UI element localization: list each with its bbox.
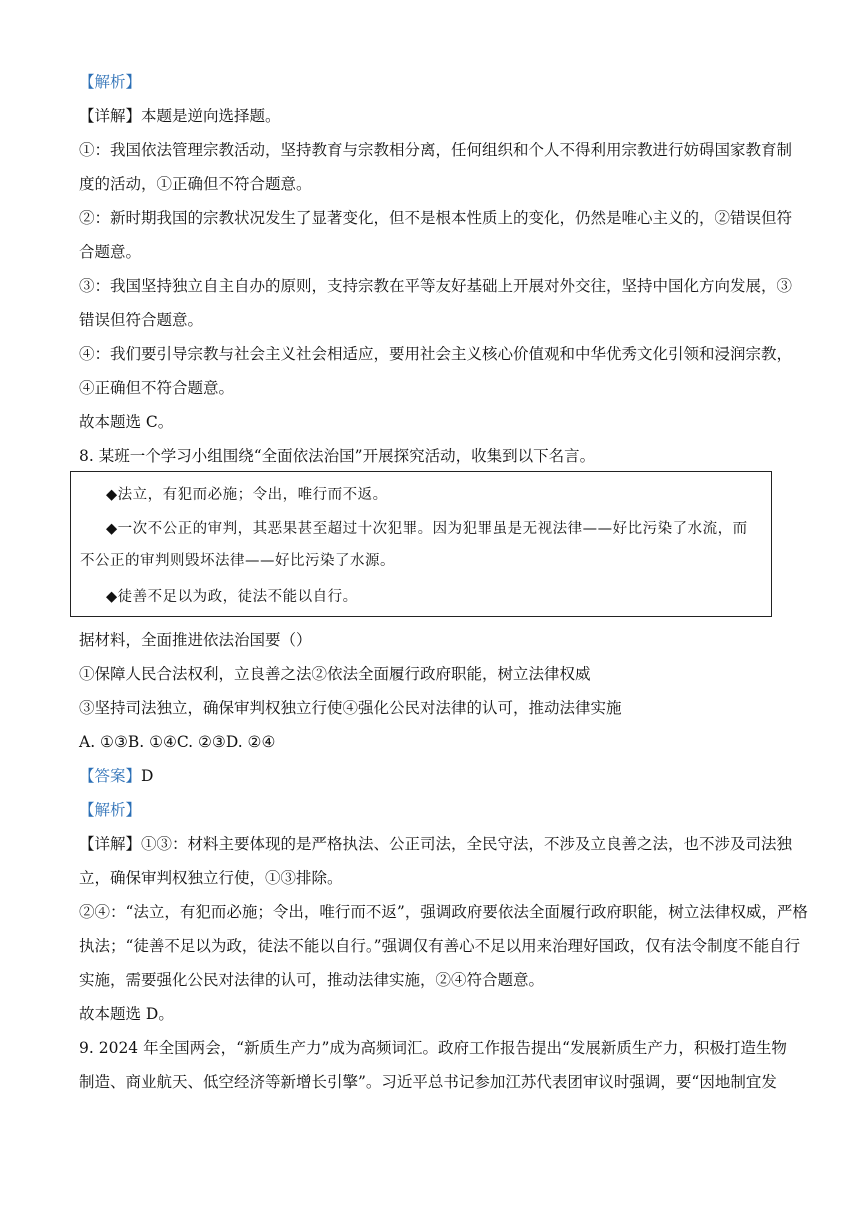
- question-9-line: 制造、商业航天、低空经济等新增长引擎”。习近平总书记参加江苏代表团审议时强调，要“因地制宜发: [79, 1073, 777, 1091]
- options-line: ③坚持司法独立，确保审判权独立行使④强化公民对法律的认可，推动法律实施: [79, 699, 622, 717]
- paragraph-line: ①：我国依法管理宗教活动，坚持教育与宗教相分离，任何组织和个人不得利用宗教进行妨碍国家教育制: [79, 141, 793, 159]
- paragraph-line: ④：我们要引导宗教与社会主义社会相适应，要用社会主义核心价值观和中华优秀文化引领和浸润宗教，: [79, 345, 793, 363]
- detail-line: 【详解】①③：材料主要体现的是严格执法、公正司法，全民守法，不涉及立良善之法，也不涉及司法独: [79, 835, 793, 853]
- answer-value: D: [141, 767, 154, 785]
- answer-line: [79, 766, 153, 786]
- analysis-label: 【解析】: [79, 801, 142, 819]
- analysis-label: 【解析】: [79, 73, 142, 91]
- options-line: ①保障人民合法权利，立良善之法②依法全面履行政府职能，树立法律权威: [79, 665, 591, 683]
- detail-line: ②④：“法立，有犯而必施；令出，唯行而不返”，强调政府要依法全面履行政府职能，树立法律权威，严格: [79, 903, 808, 921]
- question-9-line: 9. 2024 年全国两会，“新质生产力”成为高频词汇。政府工作报告提出“发展新质生产力，积极打造生物: [79, 1039, 787, 1057]
- detail-line: 立，确保审判权独立行使，①③排除。: [79, 869, 343, 887]
- paragraph-line: ②：新时期我国的宗教状况发生了显著变化，但不是根本性质上的变化，仍然是唯心主义的，②错误但符: [79, 209, 793, 227]
- quote-line: 不公正的审判则毁坏法律——好比污染了水源。: [80, 553, 395, 569]
- detail-line: 执法；“徒善不足以为政，徒法不能以自行。”强调仅有善心不足以用来治理好国政，仅有法令制度不能自行: [79, 937, 801, 955]
- question-prompt: 据材料，全面推进依法治国要（）: [79, 631, 312, 649]
- paragraph-line: 合题意。: [79, 243, 142, 261]
- paragraph-line: 度的活动，①正确但不符合题意。: [79, 175, 312, 193]
- detail-line: 【详解】本题是逆向选择题。: [79, 107, 281, 125]
- paragraph-line: 错误但符合题意。: [79, 311, 204, 329]
- choices-line: A. ①③B. ①④C. ②③D. ②④: [79, 733, 276, 751]
- answer-choice-line: 故本题选 D。: [79, 1005, 174, 1023]
- quote-line: ◆徒善不足以为政，徒法不能以自行。: [106, 589, 358, 605]
- question-8-stem: 8. 某班一个学习小组围绕“全面依法治国”开展探究活动，收集到以下名言。: [79, 447, 596, 465]
- quote-line: ◆一次不公正的审判，其恶果甚至超过十次犯罪。因为犯罪虽是无视法律——好比污染了水流，而: [106, 521, 748, 537]
- paragraph-line: ③：我国坚持独立自主自办的原则，支持宗教在平等友好基础上开展对外交往，坚持中国化方向发展，③: [79, 277, 793, 295]
- paragraph-line: ④正确但不符合题意。: [79, 379, 235, 397]
- answer-label: 【答案】: [79, 767, 142, 785]
- quote-line: ◆法立，有犯而必施；令出，唯行而不返。: [106, 487, 388, 503]
- detail-line: 实施，需要强化公民对法律的认可，推动法律实施，②④符合题意。: [79, 971, 545, 989]
- answer-choice-line: 故本题选 C。: [79, 413, 174, 431]
